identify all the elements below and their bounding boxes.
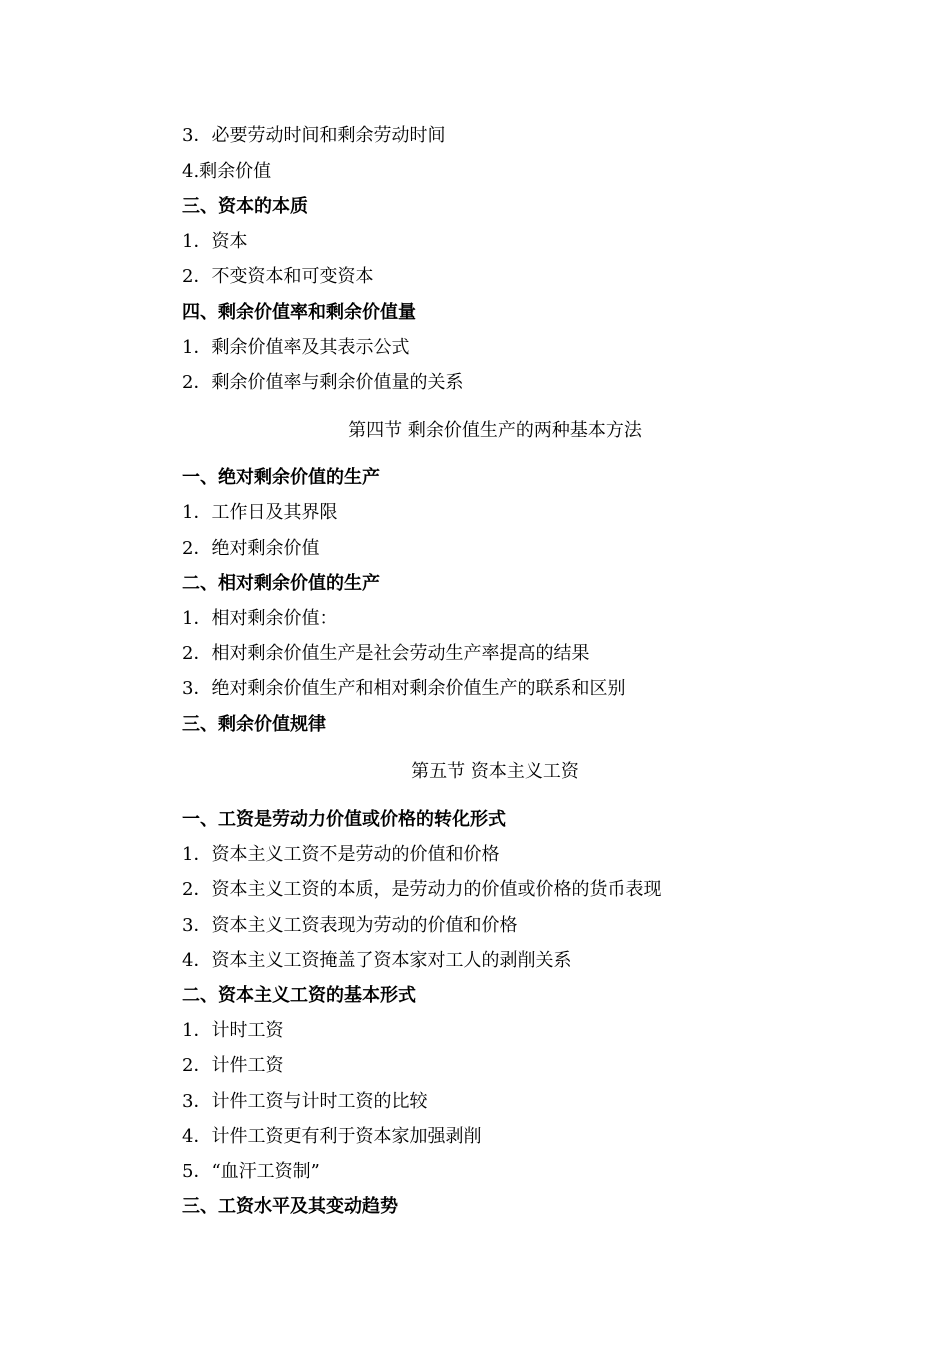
- section-title: 第四节 剩余价值生产的两种基本方法: [348, 420, 642, 441]
- list-item: 2．计件工资: [182, 1055, 284, 1076]
- list-item: 1．相对剩余价值：: [182, 608, 338, 629]
- list-item: 4．计件工资更有利于资本家加强剥削: [182, 1126, 482, 1147]
- list-item: 1．剩余价值率及其表示公式: [182, 337, 410, 358]
- section-title: 第五节 资本主义工资: [411, 761, 579, 782]
- list-item: 3．必要劳动时间和剩余劳动时间: [182, 125, 446, 146]
- list-item: 5．“血汗工资制”: [182, 1161, 320, 1182]
- subsection-heading: 二、资本主义工资的基本形式: [182, 985, 416, 1006]
- list-item: 4.剩余价值: [182, 161, 272, 182]
- list-item: 1．工作日及其界限: [182, 502, 338, 523]
- list-item: 1．资本: [182, 231, 248, 252]
- subsection-heading: 三、剩余价值规律: [182, 714, 326, 735]
- list-item: 2．不变资本和可变资本: [182, 266, 374, 287]
- list-item: 2．相对剩余价值生产是社会劳动生产率提高的结果: [182, 643, 590, 664]
- subsection-heading: 三、资本的本质: [182, 196, 308, 217]
- subsection-heading: 四、剩余价值率和剩余价值量: [182, 302, 416, 323]
- list-item: 3．资本主义工资表现为劳动的价值和价格: [182, 915, 518, 936]
- list-item: 2．资本主义工资的本质，是劳动力的价值或价格的货币表现: [182, 879, 662, 900]
- subsection-heading: 一、工资是劳动力价值或价格的转化形式: [182, 809, 506, 830]
- subsection-heading: 一、绝对剩余价值的生产: [182, 467, 380, 488]
- list-item: 1．资本主义工资不是劳动的价值和价格: [182, 844, 500, 865]
- list-item: 2．剩余价值率与剩余价值量的关系: [182, 372, 464, 393]
- list-item: 3．绝对剩余价值生产和相对剩余价值生产的联系和区别: [182, 678, 626, 699]
- list-item: 4．资本主义工资掩盖了资本家对工人的剥削关系: [182, 950, 572, 971]
- list-item: 3．计件工资与计时工资的比较: [182, 1091, 428, 1112]
- list-item: 2．绝对剩余价值: [182, 538, 320, 559]
- subsection-heading: 三、工资水平及其变动趋势: [182, 1196, 398, 1217]
- list-item: 1．计时工资: [182, 1020, 284, 1041]
- subsection-heading: 二、相对剩余价值的生产: [182, 573, 380, 594]
